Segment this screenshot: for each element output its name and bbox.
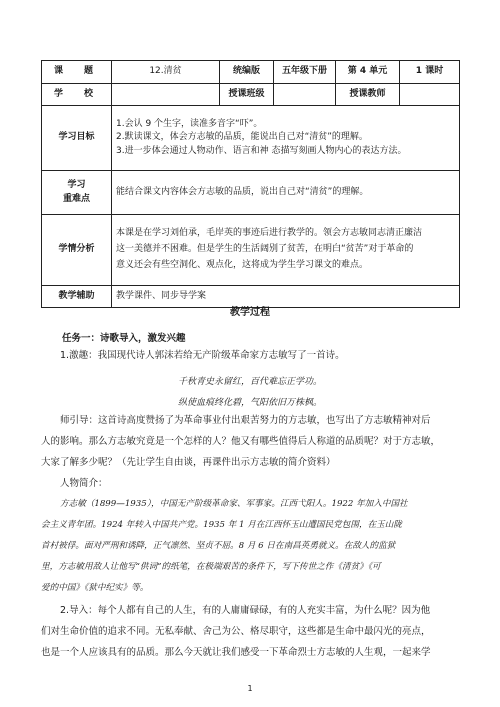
intro-label: 人物简介： (60, 478, 108, 489)
goal-item: 1.会认 9 个生字，读准多音字“吓”。 (116, 118, 263, 129)
class-hours: 1 课时 (400, 61, 460, 84)
lesson-title: 12.清贫 (112, 61, 220, 84)
paragraph-guide: 师引导：这首诗高度赞扬了为革命事业付出艰苦努力的方志敏，也写出了方志敏精神对后 人的影响。那么方志敏究竟是一个怎样的人？他又有哪些值得后人称道的品质呢？对于方志敏， 大家了解多少呢？（先让学生自由谈，再课件出示方志敏的简介资料） 人物简介： (41, 410, 459, 494)
lesson-info-table (41, 60, 460, 308)
goals-content (112, 106, 460, 171)
school-label: 学 校 (42, 84, 112, 106)
task-heading: 任务一：诗歌导入，激发兴趣 (62, 333, 186, 344)
paragraph-lead-in: 2.导入：每个人都有自己的人生，有的人庸庸碌碌，有的人充实丰富，为什么呢？因为他 们对生命价值的追求不同。无私奉献、舍己为公、格尽职守，这些都是生命中最闪光的亮点， 也是一个人应该具有的品质。那么今天就让我们感受一下革命烈士方志敏的人生观，一起来学 (41, 605, 431, 658)
table-row (42, 215, 460, 286)
subject-label: 课 题 (42, 61, 112, 84)
key-points-label: 学习 重难点 (42, 171, 112, 215)
unit: 第 4 单元 (336, 61, 400, 84)
table-row (42, 171, 460, 215)
grade: 五年级下册 (274, 61, 336, 84)
aids-label: 教学辅助 (42, 286, 112, 308)
class-value (274, 84, 336, 106)
key-points-content: 能结合课文内容体会方志敏的品质，说出自己对“清贫”的理解。 (112, 171, 460, 215)
class-label: 授课班级 (220, 84, 274, 106)
table-row (42, 106, 460, 171)
table-row (42, 61, 460, 84)
analysis-content: 本课是在学习刘伯承，毛岸英的事迹后进行教学的。领会方志敏同志清正廉洁 这一美德并不困难。但是学生的生活阔别了贫苦，在明白“贫苦”对于革命的 意义还会有些空洞化、观点化，这将成为学生学习课文的难点。 (112, 215, 460, 286)
section-title: 教学过程 (230, 307, 270, 318)
page-number: 1 (247, 684, 253, 693)
biography: 方志敏（1899—1935），中国无产阶级革命家、军事家。江西弋阳人。1922 年加入中国社 会主义青年团。1924 年转入中国共产党。1935 年 1 月在江西怀玉山遭国民党包围，在玉山陇 首村被俘。面对严刑和诱降，正气凛然、坚贞不屈。8 月 6 日在南昌英勇就义。在敌人的监狱 里，方志敏用敌人让他写“供词”的纸笔，在极端艰苦的条件下，写下传世之作《清贫》《可 爱的中国》《狱中纪实》等。 (41, 499, 408, 593)
edition: 统编版 (220, 61, 274, 84)
poem-line: 纵使血痕终化碧，气阳依旧万株枫。 (177, 398, 322, 408)
poem-line: 千秋青史永留红，百代难忘正学功。 (177, 377, 322, 387)
goal-item: 2.默读课文，体会方志敏的品质，能说出自己对“清贫”的理解。 (116, 132, 368, 143)
analysis-label: 学情分析 (42, 215, 112, 286)
teacher-label: 授课教师 (336, 84, 400, 106)
paragraph-intro: 1.激趣：我国现代诗人郭沫若给无产阶级革命家方志敏写了一首诗。 (60, 350, 345, 361)
school-value (112, 84, 220, 106)
table-row (42, 84, 460, 106)
goal-item: 3.进一步体会通过人物动作、语言和神 态描写刻画人物内心的表达方法。 (116, 145, 407, 156)
goals-label: 学习目标 (42, 106, 112, 171)
teacher-value (400, 84, 460, 106)
aids-content: 教学课件、同步导学案 (112, 286, 460, 308)
